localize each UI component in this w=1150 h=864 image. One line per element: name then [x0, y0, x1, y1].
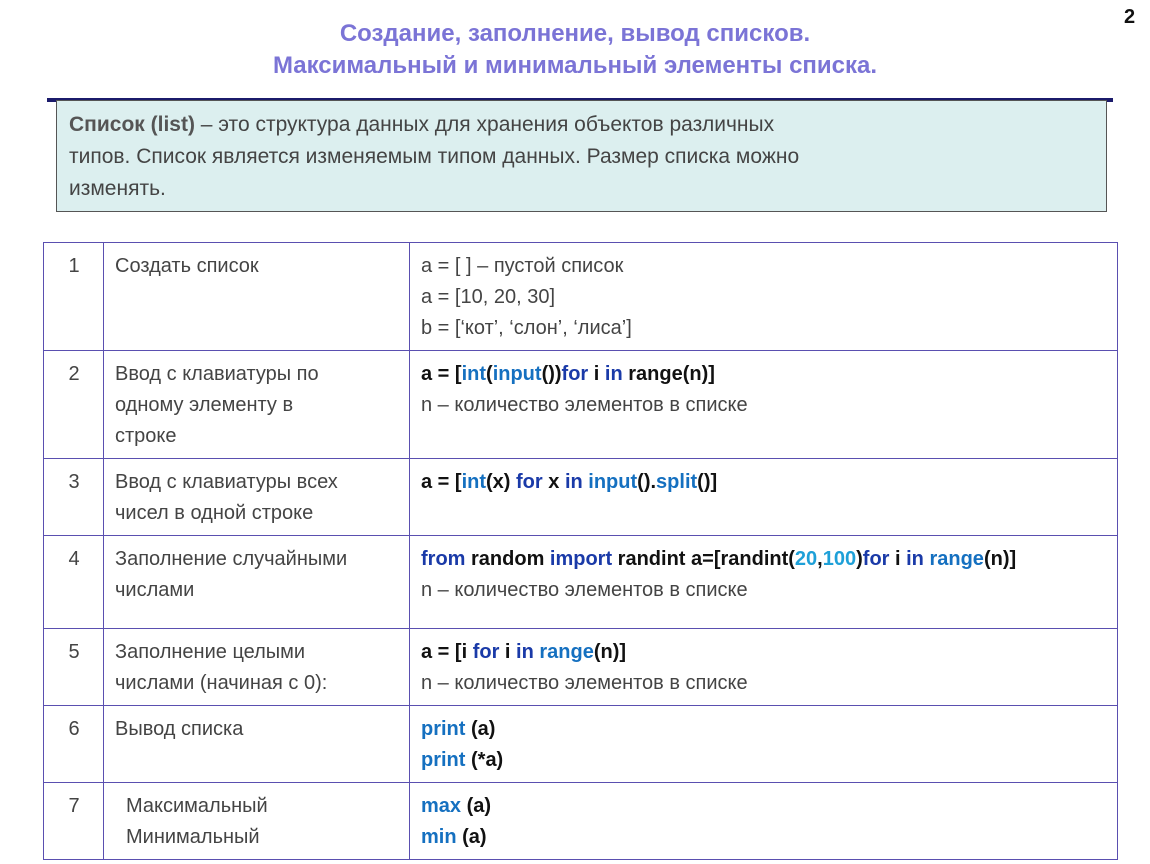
row-description — [104, 536, 410, 629]
code-token: ) — [856, 548, 863, 570]
row-description — [104, 459, 410, 536]
code-keyword: in — [604, 363, 623, 385]
code-token: , — [817, 548, 823, 570]
row-number: 6 — [44, 706, 104, 783]
code-token: (a) — [456, 826, 487, 848]
definition-term: Список (list) — [69, 113, 195, 136]
row-description — [104, 351, 410, 459]
code-keyword: in — [906, 548, 924, 570]
row-number: 5 — [44, 629, 104, 706]
code-line — [421, 467, 1107, 498]
definition-line-2: типов. Список является изменяемым типом данных. Размер списка можно — [69, 145, 800, 168]
row-number: 3 — [44, 459, 104, 536]
table-row — [44, 243, 1118, 351]
definition-box — [56, 100, 1107, 212]
row-number: 4 — [44, 536, 104, 629]
desc-line: числами (начиная с 0): — [115, 672, 328, 694]
code-text: n – количество элементов в списке — [421, 579, 748, 601]
table-row — [44, 536, 1118, 629]
code-line — [421, 637, 1107, 668]
desc-line: Максимальный — [126, 795, 268, 817]
row-number: 1 — [44, 243, 104, 351]
code-token: ( — [486, 363, 493, 385]
row-code — [410, 351, 1118, 459]
table-row — [44, 706, 1118, 783]
code-keyword: for — [472, 641, 500, 663]
row-code — [410, 783, 1118, 860]
desc-line: чисел в одной строке — [115, 502, 314, 524]
code-line — [421, 313, 1107, 344]
row-number: 7 — [44, 783, 104, 860]
code-number: 100 — [822, 548, 857, 570]
code-text: b = [‘кот’, ‘слон’, ‘лиса’] — [421, 317, 632, 339]
title-line-2: Максимальный и минимальный элементы списка. — [272, 52, 878, 79]
code-token: i — [499, 641, 517, 663]
table-row — [44, 351, 1118, 459]
row-description — [104, 629, 410, 706]
desc-line: Ввод с клавиатуры всех — [115, 471, 338, 493]
code-line — [421, 745, 1107, 776]
code-line — [421, 575, 1107, 606]
code-token: (a) — [461, 795, 492, 817]
row-code — [410, 706, 1118, 783]
code-token: (n)] — [593, 641, 627, 663]
code-token: (a) — [465, 718, 496, 740]
code-line — [421, 791, 1107, 822]
code-token: ()] — [697, 471, 718, 493]
code-line — [421, 251, 1107, 282]
table-row — [44, 459, 1118, 536]
page-number: 2 — [1124, 6, 1136, 28]
desc-line: Заполнение целыми — [115, 641, 306, 663]
row-code — [410, 629, 1118, 706]
page-title — [0, 18, 1150, 82]
desc-line: Ввод с клавиатуры по — [115, 363, 319, 385]
code-token: range(n)] — [622, 363, 715, 385]
code-line — [421, 668, 1107, 699]
code-keyword: print — [421, 718, 466, 740]
row-number: 2 — [44, 351, 104, 459]
code-keyword: for — [561, 363, 589, 385]
code-token: (*a) — [465, 749, 504, 771]
title-line-1: Создание, заполнение, вывод списков. — [339, 20, 811, 47]
code-text: n – количество элементов в списке — [421, 394, 748, 416]
code-line — [421, 282, 1107, 313]
code-token: (n)] — [983, 548, 1017, 570]
definition-line-1 — [69, 109, 1094, 141]
code-token: i — [889, 548, 907, 570]
code-keyword: split — [656, 471, 698, 493]
code-token: randint a=[randint( — [612, 548, 795, 570]
desc-line: строке — [115, 425, 177, 447]
code-keyword: int — [461, 363, 487, 385]
code-keyword: for — [516, 471, 543, 493]
code-token: a = [ — [421, 363, 462, 385]
code-keyword: from — [421, 548, 466, 570]
row-code — [410, 459, 1118, 536]
code-token: random — [465, 548, 550, 570]
code-token: ()) — [541, 363, 562, 385]
definition-line-3: изменять. — [69, 177, 166, 200]
desc-line: Минимальный — [126, 826, 260, 848]
operations-table — [43, 242, 1118, 860]
code-token: a = [i — [421, 641, 473, 663]
code-keyword: in — [564, 471, 583, 493]
row-description — [104, 706, 410, 783]
code-keyword: input — [492, 363, 542, 385]
code-keyword: int — [461, 471, 487, 493]
code-token: i — [588, 363, 605, 385]
code-line — [421, 390, 1107, 421]
code-keyword: in — [516, 641, 534, 663]
code-keyword: max — [421, 795, 462, 817]
code-keyword: range — [929, 548, 984, 570]
code-keyword: min — [421, 826, 457, 848]
row-description — [104, 243, 410, 351]
code-line — [421, 822, 1107, 853]
code-line — [421, 359, 1107, 390]
code-token: x — [542, 471, 565, 493]
code-text: n – количество элементов в списке — [421, 672, 748, 694]
code-text: a = [ ] – пустой список — [421, 255, 624, 277]
row-code — [410, 243, 1118, 351]
table-row — [44, 783, 1118, 860]
code-line — [421, 544, 1107, 575]
desc-line: одному элементу в — [115, 394, 294, 416]
desc-line: Вывод списка — [115, 718, 244, 740]
code-keyword: for — [862, 548, 890, 570]
desc-line: Создать список — [115, 255, 259, 277]
definition-text-1: – это структура данных для хранения объектов различных — [194, 113, 775, 136]
desc-line: Заполнение случайными — [115, 548, 348, 570]
row-code — [410, 536, 1118, 629]
desc-line: числами — [115, 579, 195, 601]
code-number: 20 — [794, 548, 818, 570]
code-token: a = [ — [421, 471, 462, 493]
code-token: (). — [637, 471, 657, 493]
row-description — [104, 783, 410, 860]
code-keyword: input — [588, 471, 638, 493]
code-token: (x) — [486, 471, 517, 493]
code-keyword: range — [539, 641, 594, 663]
code-text: a = [10, 20, 30] — [421, 286, 555, 308]
code-line — [421, 714, 1107, 745]
code-keyword: import — [549, 548, 613, 570]
table-row — [44, 629, 1118, 706]
code-keyword: print — [421, 749, 466, 771]
